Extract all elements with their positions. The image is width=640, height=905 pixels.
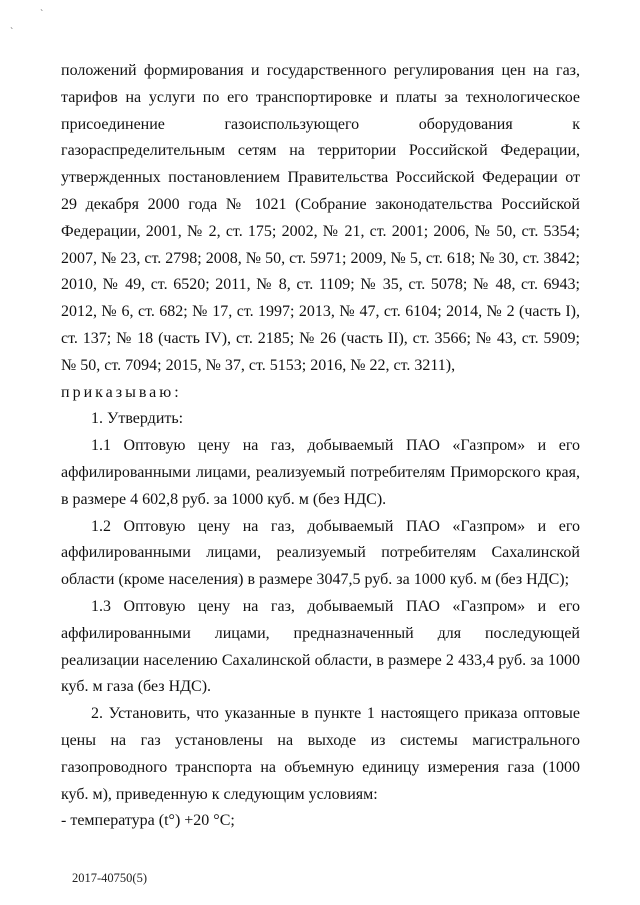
document-number: 2017-40750(5)	[72, 871, 147, 885]
paragraph-item-1-3: 1.3 Оптовую цену на газ, добываемый ПАО «Газпром» и его аффилированными лицами, предназначенный для последующей реализации населению Сахалинской области, в размере 2 433,4 руб. за 1000 куб. м газа (без НДС).	[61, 597, 580, 696]
paragraph-temperature: - температура (t°) +20 °С;	[61, 812, 235, 830]
scan-mark: `	[10, 27, 14, 38]
paragraph-item-1: 1. Утвердить:	[91, 410, 184, 428]
paragraph-legal-basis: положений формирования и государственного регулирования цен на газ, тарифов на услуги по его транспортировке и платы за технологическое присоединение газоиспользующего оборудования к газораспределительным сетям на территории Российской Федерации, утвержденных постановлением Правительства Российской Федерации от 29 декабря 2000 года № 1021 (Собрание законодательства Российской Федерации, 2001, № 2, ст. 175; 2002, № 21, ст. 2001; 2006, № 50, ст. 5354; 2007, № 23, ст. 2798; 2008, № 50, ст. 5971; 2009, № 5, ст. 618; № 30, ст. 3842; 2010, № 49, ст. 6520; 2011, № 8, ст. 1109; № 35, ст. 5078; № 48, ст. 6943; 2012, № 6, ст. 682; № 17, ст. 1997; 2013, № 47, ст. 6104; 2014, № 2 (часть I), ст. 137; № 18 (часть IV), ст. 2185; № 26 (часть II), ст. 3566; № 43, ст. 5909; № 50, ст. 7094; 2015, № 37, ст. 5153; 2016, № 22, ст. 3211),	[61, 62, 580, 374]
paragraph-item-1-1: 1.1 Оптовую цену на газ, добываемый ПАО «Газпром» и его аффилированными лицами, реализуемый потребителям Приморского края, в размере 4 602,8 руб. за 1000 куб. м (без НДС).	[61, 437, 580, 508]
paragraph-order-word: приказываю:	[61, 383, 182, 401]
paragraph-item-1-2: 1.2 Оптовую цену на газ, добываемый ПАО «Газпром» и его аффилированными лицами, реализуемый потребителям Сахалинской области (кроме населения) в размере 3047,5 руб. за 1000 куб. м (без НДС);	[61, 517, 580, 589]
scan-mark: `	[40, 9, 44, 20]
paragraph-item-2: 2. Установить, что указанные в пункте 1 настоящего приказа оптовые цены на газ установлены на выходе из системы магистрального газопроводного транспорта на объемную единицу измерения газа (1000 куб. м), приведенную к следующим условиям:	[61, 705, 580, 803]
document-body	[61, 58, 580, 835]
